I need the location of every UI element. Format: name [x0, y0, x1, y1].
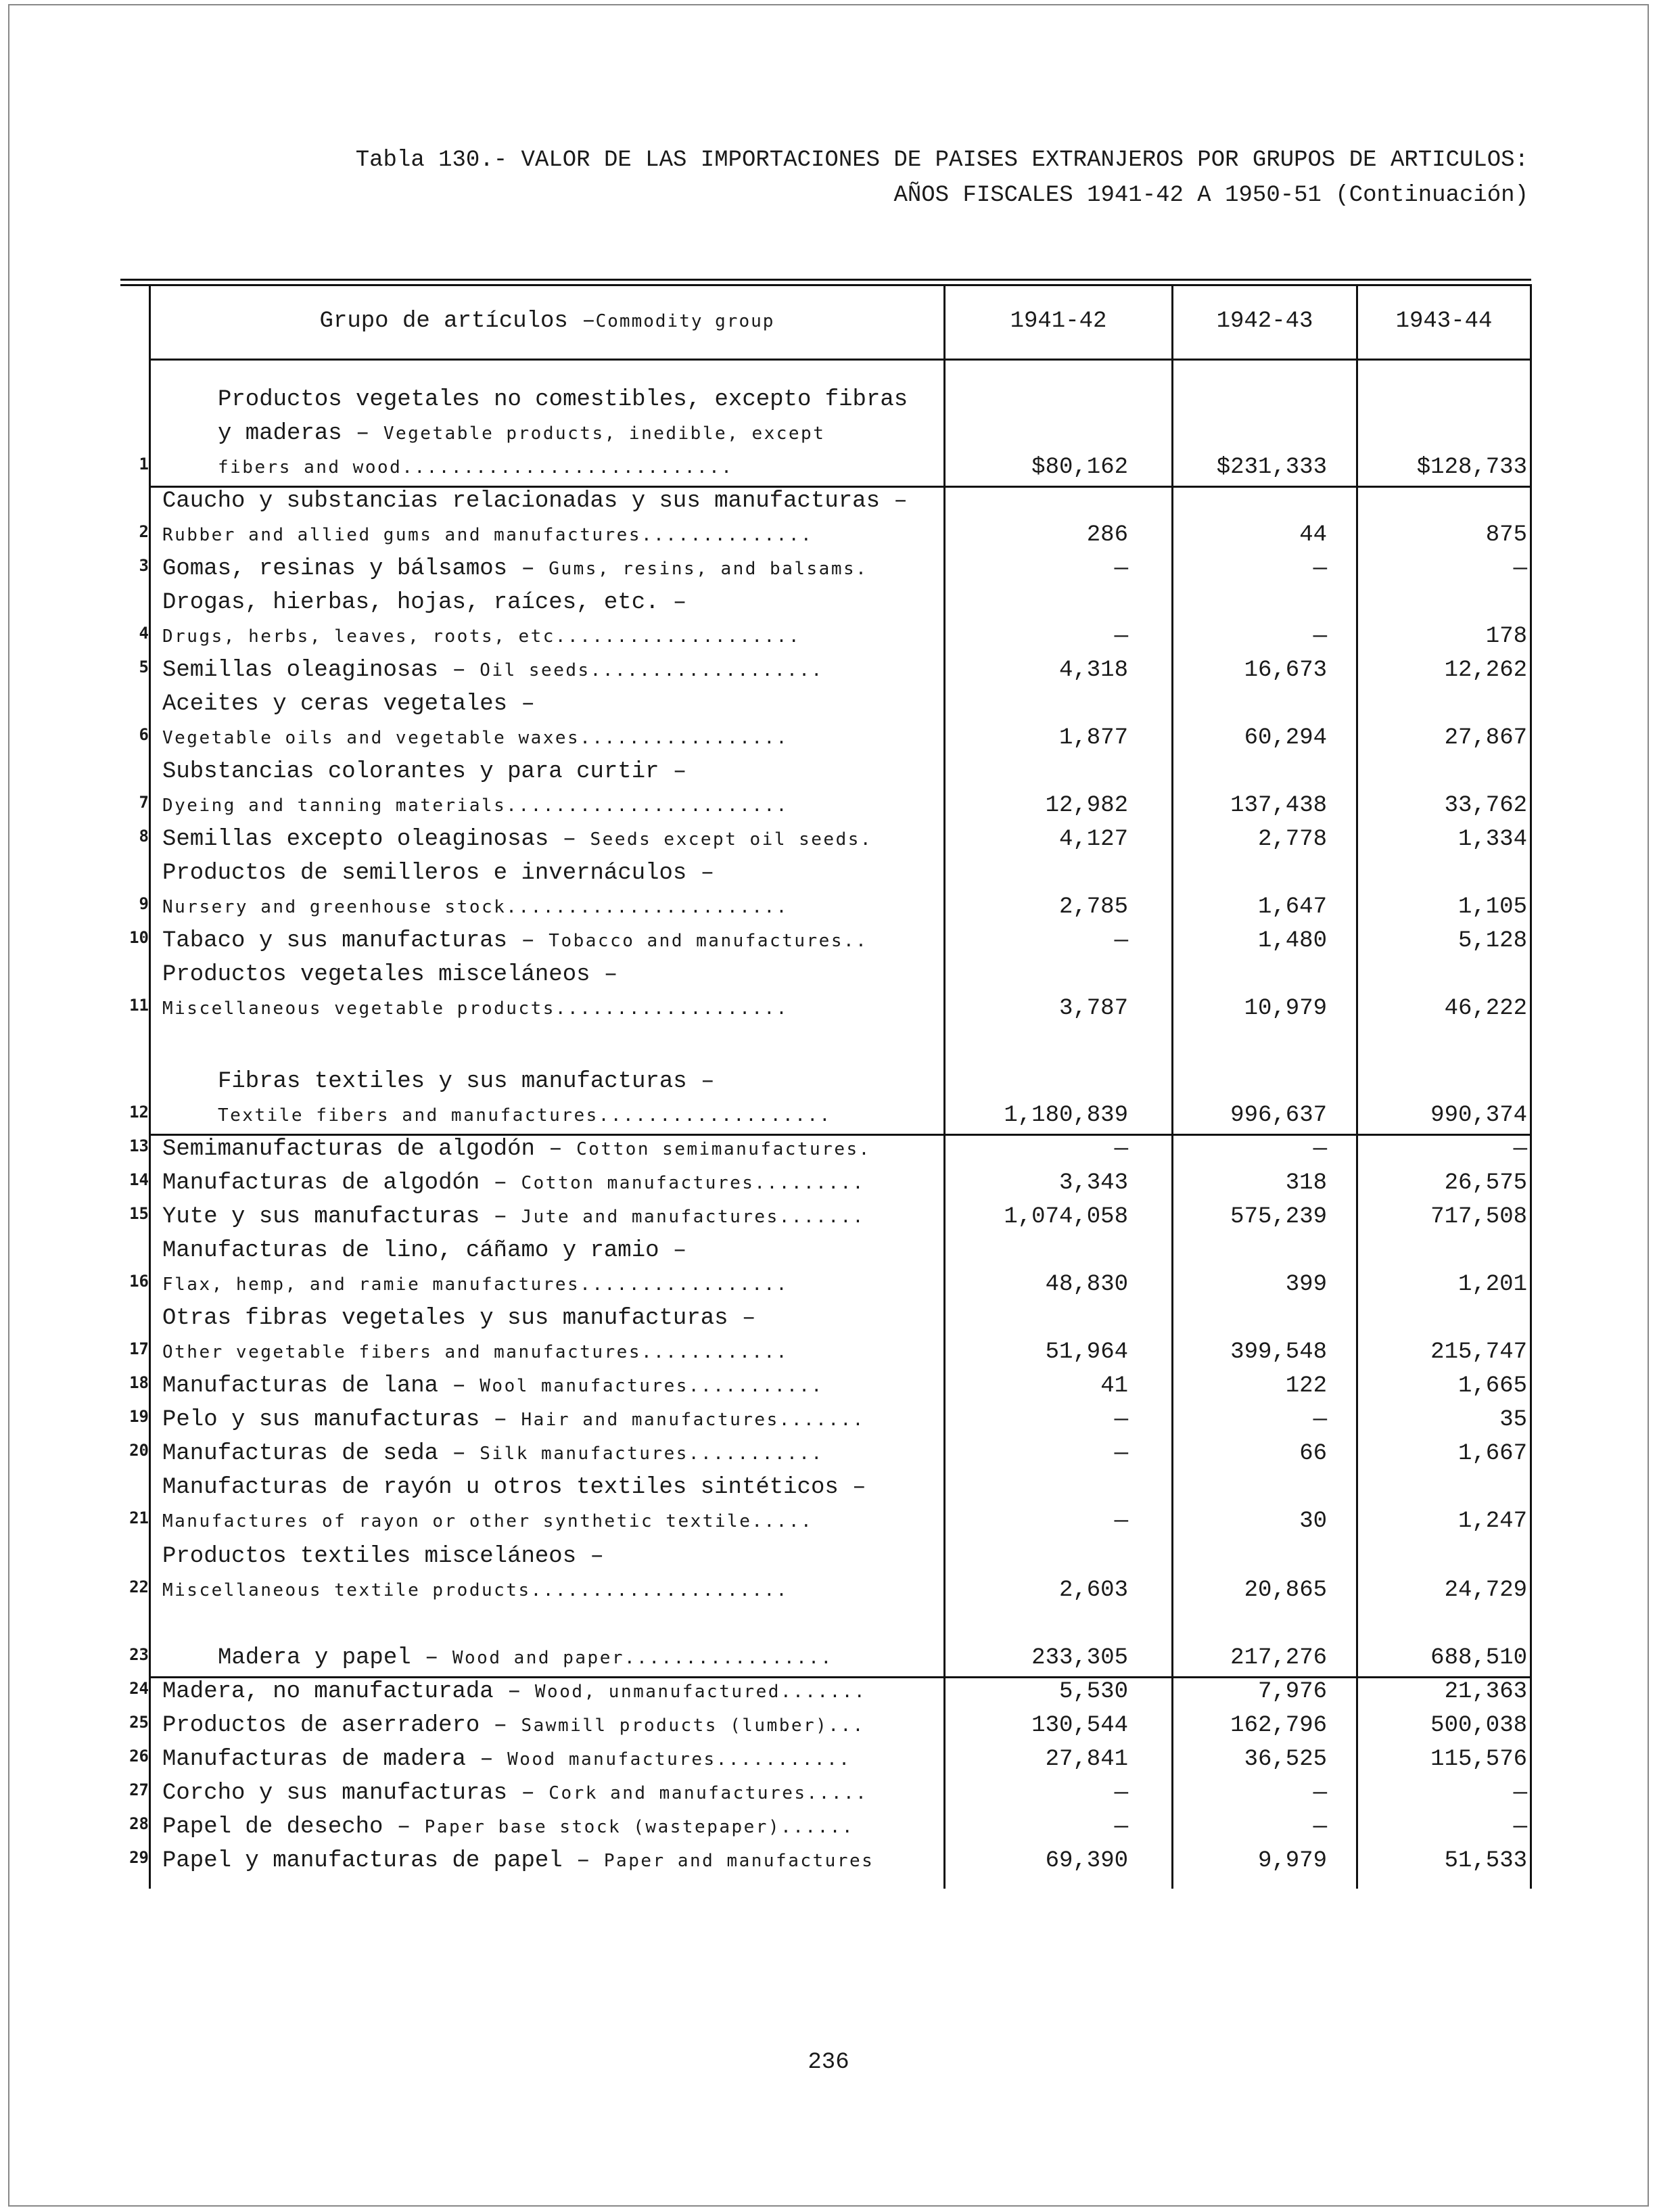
- value-1942-43: —: [1313, 556, 1327, 582]
- value-1941-42: —: [1114, 1136, 1128, 1162]
- row-label: Vegetable oils and vegetable waxes.................: [162, 728, 789, 748]
- value-1941-42: 1,074,058: [1004, 1204, 1128, 1230]
- value-1941-42: —: [1114, 624, 1128, 649]
- row-label: Semillas oleaginosas – Oil seeds...................: [162, 658, 824, 683]
- value-1941-42: $80,162: [1031, 455, 1128, 480]
- row-label: fibers and wood...........................: [218, 457, 734, 478]
- row-label: Productos de semilleros e invernáculos –: [162, 860, 715, 886]
- value-1943-44: 26,575: [1444, 1170, 1527, 1196]
- row-label: Manufacturas de algodón – Cotton manufactures.........: [162, 1170, 865, 1196]
- value-1942-43: 122: [1285, 1373, 1327, 1399]
- value-1941-42: 3,787: [1058, 996, 1128, 1021]
- value-1942-43: 575,239: [1230, 1204, 1327, 1230]
- row-label: Textile fibers and manufactures...................: [218, 1105, 832, 1126]
- value-1943-44: 1,201: [1457, 1272, 1527, 1297]
- value-1942-43: 30: [1299, 1508, 1327, 1534]
- row-number: 29: [129, 1848, 149, 1867]
- row-label: Corcho y sus manufacturas – Cork and manufactures.....: [162, 1780, 868, 1806]
- value-1943-44: 5,128: [1457, 928, 1527, 954]
- value-1941-42: 233,305: [1031, 1645, 1128, 1671]
- value-1943-44: 27,867: [1444, 725, 1527, 751]
- value-1942-43: 2,778: [1257, 827, 1327, 852]
- value-1943-44: —: [1513, 1814, 1527, 1840]
- value-1941-42: —: [1114, 1441, 1128, 1467]
- row-label: Semillas excepto oleaginosas – Seeds except oil seeds.: [162, 827, 873, 852]
- value-1942-43: $231,333: [1216, 455, 1327, 480]
- row-label: Papel de desecho – Paper base stock (wastepaper)......: [162, 1814, 855, 1840]
- header-year-2: 1942-43: [1216, 308, 1313, 334]
- value-1942-43: 60,294: [1244, 725, 1327, 751]
- right-column-rule: [1530, 284, 1532, 1889]
- row-number: 20: [129, 1441, 149, 1460]
- row-label: Drogas, hierbas, hojas, raíces, etc. –: [162, 590, 687, 616]
- subtotal-underline: [943, 486, 1531, 488]
- value-1942-43: —: [1313, 624, 1327, 649]
- row-label: Yute y sus manufacturas – Jute and manufactures.......: [162, 1204, 865, 1230]
- col-rule-3: [1356, 284, 1358, 1889]
- value-1942-43: 217,276: [1230, 1645, 1327, 1671]
- value-1942-43: 66: [1299, 1441, 1327, 1467]
- value-1943-44: —: [1513, 1780, 1527, 1806]
- row-number: 13: [129, 1136, 149, 1155]
- value-1943-44: 500,038: [1430, 1713, 1527, 1738]
- value-1942-43: 137,438: [1230, 793, 1327, 819]
- value-1943-44: 1,247: [1457, 1508, 1527, 1534]
- row-number: 26: [129, 1747, 149, 1766]
- value-1942-43: 7,976: [1257, 1679, 1327, 1705]
- subtotal-underline: [943, 1134, 1531, 1136]
- row-label: Madera, no manufacturada – Wood, unmanufactured.......: [162, 1679, 867, 1705]
- value-1941-42: 5,530: [1058, 1679, 1128, 1705]
- row-label: Tabaco y sus manufacturas – Tobacco and manufactures..: [162, 928, 868, 954]
- page-number: 236: [808, 2050, 849, 2075]
- row-label: Rubber and allied gums and manufactures..............: [162, 525, 814, 545]
- value-1943-44: —: [1513, 1136, 1527, 1162]
- value-1941-42: 2,603: [1058, 1577, 1128, 1603]
- row-number: 21: [129, 1508, 149, 1527]
- value-1941-42: 1,180,839: [1004, 1103, 1128, 1128]
- row-label: Nursery and greenhouse stock.......................: [162, 897, 789, 917]
- value-1943-44: 115,576: [1430, 1747, 1527, 1772]
- value-1943-44: 35: [1499, 1407, 1527, 1433]
- row-label: Manufacturas de madera – Wood manufactures...........: [162, 1747, 851, 1772]
- value-1943-44: 21,363: [1444, 1679, 1527, 1705]
- header-bottom-rule: [149, 359, 1531, 361]
- row-number: 8: [139, 827, 149, 846]
- value-1943-44: 1,105: [1457, 894, 1527, 920]
- value-1943-44: 51,533: [1444, 1848, 1527, 1874]
- row-label: Manufactures of rayon or other synthetic textile.....: [162, 1511, 814, 1531]
- row-label: Madera y papel – Wood and paper.................: [218, 1645, 833, 1671]
- row-label: Manufacturas de lino, cáñamo y ramio –: [162, 1238, 687, 1264]
- row-number: 17: [129, 1339, 149, 1358]
- row-number: 1: [139, 455, 149, 474]
- col-rule-1: [943, 284, 946, 1889]
- row-number: 5: [139, 658, 149, 676]
- table-title: Tabla 130.- VALOR DE LAS IMPORTACIONES DE PAISES EXTRANJEROS POR GRUPOS DE ARTICULOS:: [355, 147, 1528, 173]
- value-1941-42: —: [1114, 928, 1128, 954]
- row-number: 24: [129, 1679, 149, 1698]
- table-subtitle: AÑOS FISCALES 1941-42 A 1950-51 (Continuación): [893, 183, 1528, 208]
- value-1941-42: 286: [1086, 522, 1128, 548]
- subtotal-underline: [149, 1134, 943, 1136]
- value-1941-42: —: [1114, 1407, 1128, 1433]
- row-label: Flax, hemp, and ramie manufactures.................: [162, 1274, 789, 1295]
- value-1943-44: 717,508: [1430, 1204, 1527, 1230]
- header-year-1: 1941-42: [1010, 308, 1107, 334]
- value-1942-43: 16,673: [1244, 658, 1327, 683]
- value-1942-43: 399,548: [1230, 1339, 1327, 1365]
- row-label: Manufacturas de seda – Silk manufactures...........: [162, 1441, 824, 1467]
- top-double-rule-1: [120, 279, 1531, 281]
- value-1941-42: 2,785: [1058, 894, 1128, 920]
- row-label: Papel y manufacturas de papel – Paper and manufactures: [162, 1848, 874, 1874]
- row-number: 12: [129, 1103, 149, 1122]
- value-1941-42: 3,343: [1058, 1170, 1128, 1196]
- value-1942-43: 44: [1299, 522, 1327, 548]
- left-column-rule: [149, 284, 151, 1889]
- row-number: 18: [129, 1373, 149, 1392]
- value-1941-42: 27,841: [1045, 1747, 1128, 1772]
- value-1941-42: 12,982: [1045, 793, 1128, 819]
- value-1943-44: 178: [1485, 624, 1527, 649]
- row-label: Miscellaneous vegetable products...................: [162, 998, 789, 1019]
- value-1942-43: 20,865: [1244, 1577, 1327, 1603]
- value-1943-44: $128,733: [1416, 455, 1527, 480]
- value-1943-44: 33,762: [1444, 793, 1527, 819]
- row-number: 14: [129, 1170, 149, 1189]
- value-1943-44: 688,510: [1430, 1645, 1527, 1671]
- value-1942-43: 318: [1285, 1170, 1327, 1196]
- header-year-3: 1943-44: [1395, 308, 1493, 334]
- value-1941-42: 1,877: [1058, 725, 1128, 751]
- value-1943-44: —: [1513, 556, 1527, 582]
- value-1943-44: 1,667: [1457, 1441, 1527, 1467]
- row-number: 27: [129, 1780, 149, 1799]
- row-number: 23: [129, 1645, 149, 1664]
- row-number: 9: [139, 894, 149, 913]
- row-label: Miscellaneous textile products.....................: [162, 1580, 789, 1600]
- row-label: Productos textiles misceláneos –: [162, 1544, 604, 1569]
- value-1943-44: 215,747: [1430, 1339, 1527, 1365]
- value-1943-44: 24,729: [1444, 1577, 1527, 1603]
- value-1942-43: 36,525: [1244, 1747, 1327, 1772]
- row-label: Substancias colorantes y para curtir –: [162, 759, 687, 785]
- subtotal-underline: [943, 1676, 1531, 1678]
- value-1941-42: 69,390: [1045, 1848, 1128, 1874]
- value-1941-42: —: [1114, 1508, 1128, 1534]
- row-label: Other vegetable fibers and manufactures............: [162, 1342, 789, 1362]
- subtotal-underline: [149, 1676, 943, 1678]
- row-number: 22: [129, 1577, 149, 1596]
- value-1942-43: 162,796: [1230, 1713, 1327, 1738]
- row-number: 11: [129, 996, 149, 1015]
- row-number: 15: [129, 1204, 149, 1223]
- value-1942-43: 399: [1285, 1272, 1327, 1297]
- value-1941-42: 130,544: [1031, 1713, 1128, 1738]
- value-1941-42: 41: [1100, 1373, 1128, 1399]
- row-label: y maderas – Vegetable products, inedible, except: [218, 421, 826, 446]
- row-label: Productos de aserradero – Sawmill products (lumber)...: [162, 1713, 865, 1738]
- row-number: 10: [129, 928, 149, 947]
- row-label: Pelo y sus manufacturas – Hair and manufactures.......: [162, 1407, 865, 1433]
- value-1941-42: —: [1114, 1780, 1128, 1806]
- row-number: 2: [139, 522, 149, 541]
- value-1942-43: 10,979: [1244, 996, 1327, 1021]
- value-1942-43: —: [1313, 1814, 1327, 1840]
- value-1941-42: 4,127: [1058, 827, 1128, 852]
- value-1943-44: 12,262: [1444, 658, 1527, 683]
- row-label: Aceites y ceras vegetales –: [162, 691, 535, 717]
- row-label: Productos vegetales no comestibles, excepto fibras: [218, 387, 908, 413]
- value-1943-44: 1,665: [1457, 1373, 1527, 1399]
- value-1941-42: 51,964: [1045, 1339, 1128, 1365]
- row-label: Otras fibras vegetales y sus manufacturas –: [162, 1306, 756, 1331]
- row-label: Caucho y substancias relacionadas y sus manufacturas –: [162, 488, 908, 514]
- value-1943-44: 875: [1485, 522, 1527, 548]
- value-1942-43: 9,979: [1257, 1848, 1327, 1874]
- row-number: 3: [139, 556, 149, 575]
- value-1943-44: 46,222: [1444, 996, 1527, 1021]
- row-label: Productos vegetales misceláneos –: [162, 962, 618, 988]
- value-1941-42: 48,830: [1045, 1272, 1128, 1297]
- row-label: Manufacturas de rayón u otros textiles sintéticos –: [162, 1475, 866, 1500]
- subtotal-underline: [149, 486, 943, 488]
- row-label: Fibras textiles y sus manufacturas –: [218, 1069, 715, 1095]
- row-number: 7: [139, 793, 149, 812]
- value-1943-44: 1,334: [1457, 827, 1527, 852]
- header-group-es: Grupo de artículos –: [319, 308, 596, 334]
- value-1943-44: 990,374: [1430, 1103, 1527, 1128]
- header-group-en: Commodity group: [595, 311, 775, 331]
- value-1942-43: 1,647: [1257, 894, 1327, 920]
- row-number: 16: [129, 1272, 149, 1291]
- row-number: 19: [129, 1407, 149, 1426]
- value-1942-43: 1,480: [1257, 928, 1327, 954]
- value-1941-42: —: [1114, 556, 1128, 582]
- value-1941-42: —: [1114, 1814, 1128, 1840]
- value-1942-43: 996,637: [1230, 1103, 1327, 1128]
- value-1941-42: 4,318: [1058, 658, 1128, 683]
- value-1942-43: —: [1313, 1780, 1327, 1806]
- row-label: Gomas, resinas y bálsamos – Gums, resins, and balsams.: [162, 556, 868, 582]
- col-rule-2: [1171, 284, 1173, 1889]
- row-number: 28: [129, 1814, 149, 1833]
- value-1942-43: —: [1313, 1136, 1327, 1162]
- row-label: Dyeing and tanning materials.......................: [162, 796, 789, 816]
- row-label: Drugs, herbs, leaves, roots, etc....................: [162, 626, 801, 647]
- row-label: Manufacturas de lana – Wool manufactures...........: [162, 1373, 824, 1399]
- row-number: 4: [139, 624, 149, 643]
- header-commodity-group: [151, 284, 943, 359]
- row-label: Semimanufacturas de algodón – Cotton semimanufactures.: [162, 1136, 871, 1162]
- row-number: 25: [129, 1713, 149, 1732]
- row-number: 6: [139, 725, 149, 744]
- value-1942-43: —: [1313, 1407, 1327, 1433]
